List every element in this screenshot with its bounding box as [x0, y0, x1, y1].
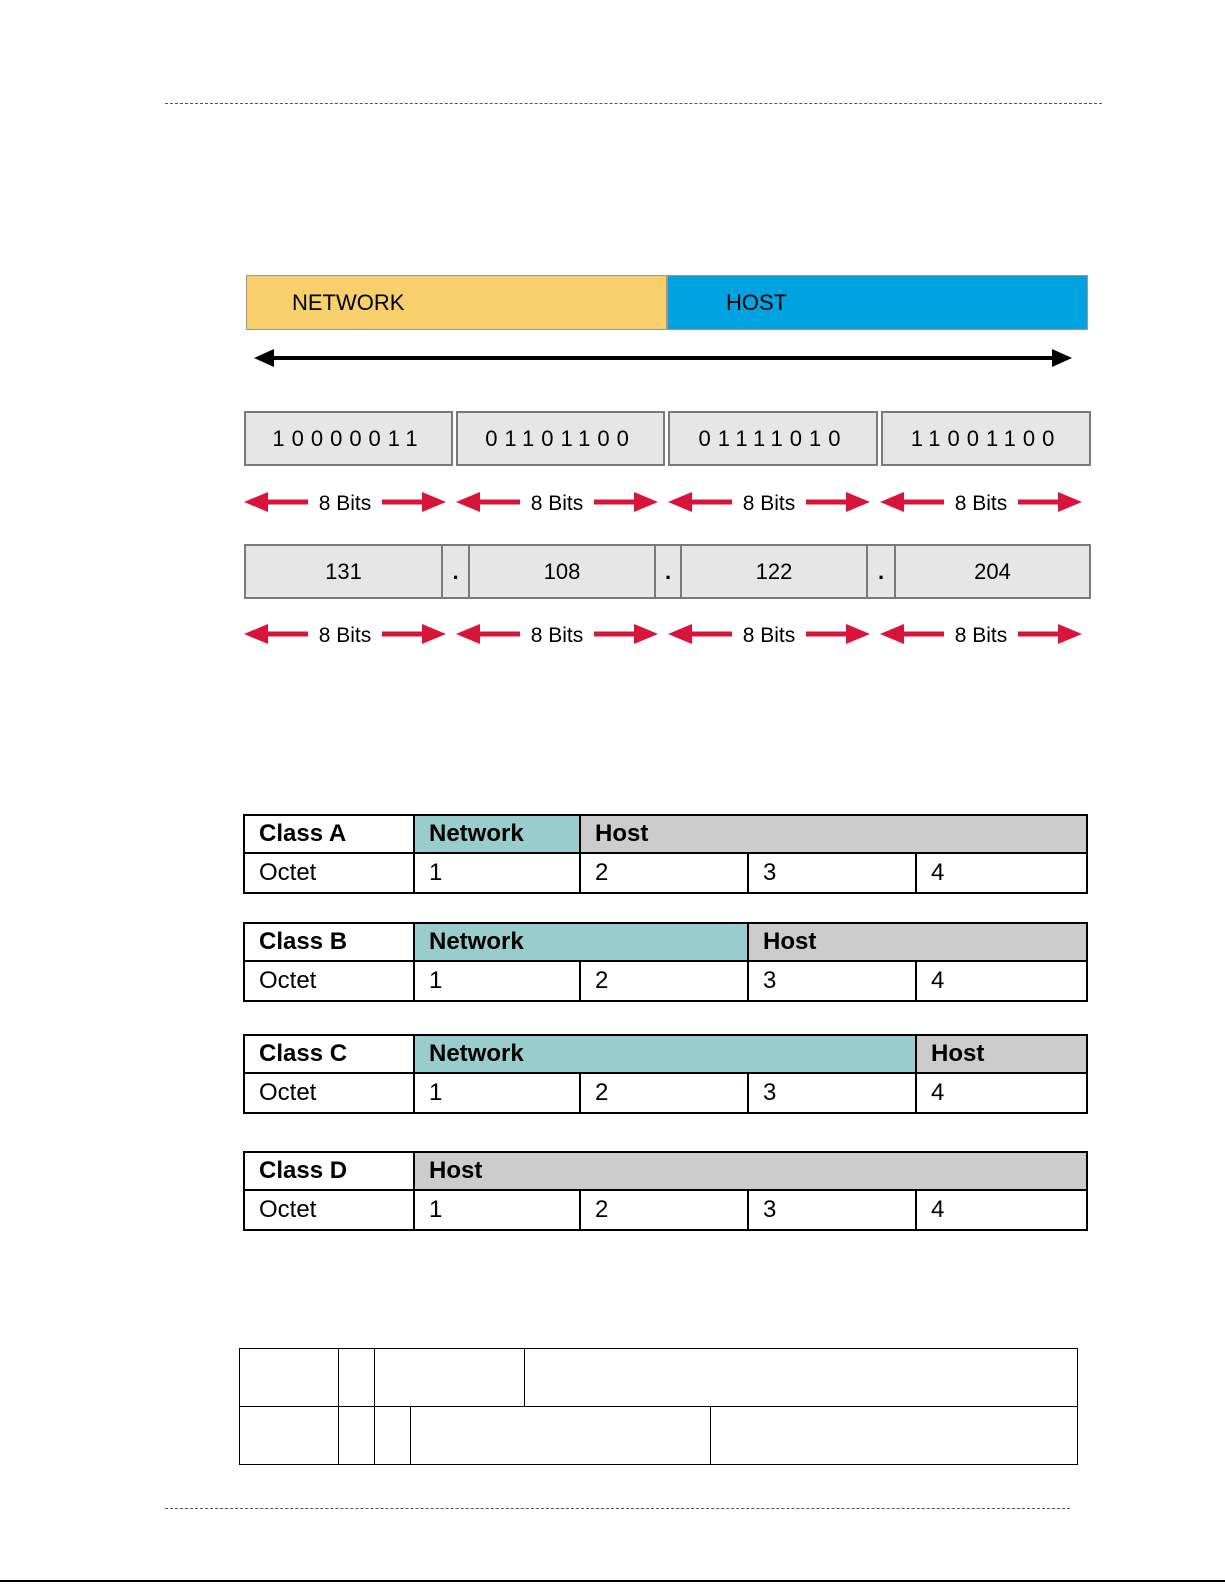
decimal-octet-3: 122	[682, 546, 868, 597]
table-cell	[375, 1349, 525, 1407]
octet-number: 3	[748, 1073, 916, 1113]
octet-number: 4	[916, 1073, 1087, 1113]
octet-number: 4	[916, 1190, 1087, 1230]
network-bar	[246, 275, 667, 330]
bits-arrow	[244, 492, 446, 515]
bits-arrow-row-2	[240, 617, 1095, 653]
binary-octet-1: 10000011	[244, 411, 453, 466]
bits-label: 8 Bits	[954, 624, 1008, 647]
dot-separator: .	[868, 546, 896, 597]
binary-octet-4: 11001100	[881, 411, 1091, 466]
octet-number: 3	[748, 961, 916, 1001]
bits-label: 8 Bits	[318, 624, 372, 647]
page-bottom-border	[0, 1580, 1225, 1582]
class-name: Class C	[244, 1035, 414, 1073]
host-bar-label: HOST	[726, 289, 788, 315]
binary-octet-3: 01111010	[668, 411, 878, 466]
octet-row-label: Octet	[244, 1190, 414, 1230]
octet-number: 4	[916, 961, 1087, 1001]
binary-octet-2: 01101100	[456, 411, 665, 466]
octet-number: 4	[916, 853, 1087, 893]
class-table-class-b	[243, 922, 1088, 1002]
network-bar-label: NETWORK	[292, 289, 405, 315]
bits-arrow	[668, 624, 870, 647]
bits-label: 8 Bits	[530, 624, 584, 647]
table-cell	[711, 1407, 1078, 1465]
octet-row-label: Octet	[244, 853, 414, 893]
class-table-class-a	[243, 814, 1088, 894]
table-cell	[339, 1407, 375, 1465]
octet-number: 1	[414, 853, 580, 893]
table-cell	[375, 1407, 411, 1465]
empty-table	[239, 1348, 1078, 1465]
bits-arrow	[456, 492, 658, 515]
dot-separator: .	[443, 546, 470, 597]
network-portion: Network	[414, 1035, 916, 1073]
bits-label: 8 Bits	[742, 624, 796, 647]
decimal-octet-4: 204	[974, 558, 1011, 584]
dot-separator: .	[656, 546, 682, 597]
table-cell	[240, 1407, 339, 1465]
table-cell	[411, 1407, 711, 1465]
class-name: Class A	[244, 815, 414, 853]
octet-row-label: Octet	[244, 961, 414, 1001]
bits-label: 8 Bits	[742, 492, 796, 515]
octet-number: 1	[414, 1190, 580, 1230]
host-portion: Host	[916, 1035, 1087, 1073]
host-portion: Host	[414, 1152, 1087, 1190]
table-cell	[339, 1349, 375, 1407]
class-table-class-c	[243, 1034, 1088, 1114]
octet-row-label: Octet	[244, 1073, 414, 1113]
octet-number: 2	[580, 853, 748, 893]
octet-number: 2	[580, 1073, 748, 1113]
footer-rule	[165, 1508, 1070, 1509]
network-portion: Network	[414, 815, 580, 853]
table-cell	[525, 1349, 1078, 1407]
host-portion: Host	[580, 815, 1087, 853]
class-name: Class D	[244, 1152, 414, 1190]
bits-label: 8 Bits	[954, 492, 1008, 515]
bits-arrow	[244, 624, 446, 647]
bits-arrow	[668, 492, 870, 515]
octet-number: 1	[414, 961, 580, 1001]
host-portion: Host	[748, 923, 1087, 961]
bits-label: 8 Bits	[530, 492, 584, 515]
bits-arrow	[456, 624, 658, 647]
bits-arrow-row-1	[240, 485, 1095, 521]
octet-number: 1	[414, 1073, 580, 1113]
class-name: Class B	[244, 923, 414, 961]
octet-number: 2	[580, 1190, 748, 1230]
span-arrow	[250, 345, 1076, 371]
class-table-class-d	[243, 1151, 1088, 1231]
decimal-address-bar	[244, 544, 1091, 599]
octet-number: 3	[748, 853, 916, 893]
octet-number: 3	[748, 1190, 916, 1230]
header-rule	[165, 103, 1102, 104]
table-cell	[240, 1349, 339, 1407]
network-portion: Network	[414, 923, 748, 961]
host-bar	[667, 275, 1088, 330]
bits-label: 8 Bits	[318, 492, 372, 515]
octet-number: 2	[580, 961, 748, 1001]
decimal-octet-2: 108	[470, 546, 656, 597]
bits-arrow	[880, 624, 1082, 647]
bits-arrow	[880, 492, 1082, 515]
decimal-octet-1: 131	[246, 546, 443, 597]
